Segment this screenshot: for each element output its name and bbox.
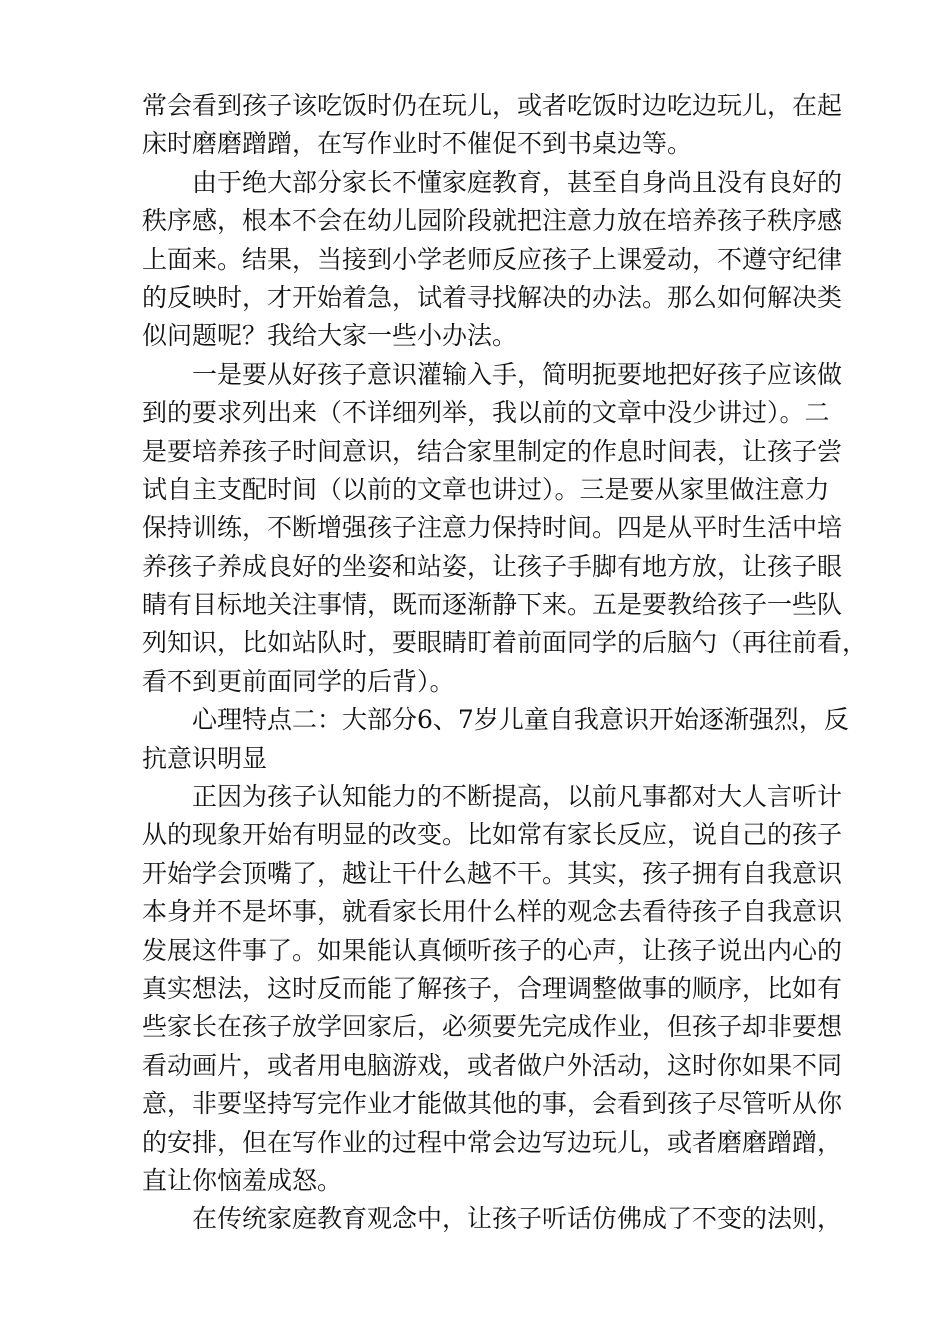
text-line: 由于绝大部分家长不懂家庭教育，甚至自身尚且没有良好的 — [192, 167, 843, 197]
text-line: 保持训练，不断增强孩子注意力保持时间。四是从平时生活中培 — [142, 513, 843, 543]
paragraph — [142, 1200, 843, 1238]
paragraph — [142, 164, 843, 356]
document-body — [142, 87, 868, 1239]
text-line: 列知识，比如站队时，要眼睛盯着前面同学的后脑勺（再往前看， — [142, 628, 868, 658]
paragraph — [142, 87, 843, 164]
text-line: 开始学会顶嘴了，越让干什么越不干。其实，孩子拥有自我意识 — [142, 858, 843, 888]
text-line: 直让你恼羞成怒。 — [142, 1165, 343, 1195]
text-line: 养孩子养成良好的坐姿和站姿，让孩子手脚有地方放，让孩子眼 — [142, 551, 843, 581]
paragraph — [142, 701, 849, 778]
text-line: 试自主支配时间（以前的文章也讲过）。三是要从家里做注意力 — [142, 474, 830, 504]
text-line: 到的要求列出来（不详细列举，我以前的文章中没少讲过）。二 — [142, 398, 830, 428]
paragraph — [142, 356, 868, 702]
text-line: 意，非要坚持写完作业才能做其他的事，会看到孩子尽管听从你 — [142, 1089, 843, 1119]
text-line: 是要培养孩子时间意识，结合家里制定的作息时间表，让孩子尝 — [142, 436, 843, 466]
text-line: 抗意识明显 — [142, 743, 268, 773]
text-line: 的安排，但在写作业的过程中常会边写边玩儿，或者磨磨蹭蹭， — [142, 1127, 843, 1157]
text-line: 看动画片，或者用电脑游戏，或者做户外活动，这时你如果不同 — [142, 1050, 843, 1080]
text-line: 心理特点二：大部分6、7岁儿童自我意识开始逐渐强烈，反 — [192, 705, 849, 735]
text-line: 的反映时，才开始着急，试着寻找解决的办法。那么如何解决类 — [142, 282, 843, 312]
text-line: 床时磨磨蹭蹭，在写作业时不催促不到书桌边等。 — [142, 129, 693, 159]
text-line: 发展这件事了。如果能认真倾听孩子的心声，让孩子说出内心的 — [142, 935, 843, 965]
text-line: 睛有目标地关注事情，既而逐渐静下来。五是要教给孩子一些队 — [142, 590, 843, 620]
text-line: 本身并不是坏事，就看家长用什么样的观念去看待孩子自我意识 — [142, 897, 843, 927]
text-line: 上面来。结果，当接到小学老师反应孩子上课爱动，不遵守纪律 — [142, 244, 843, 274]
text-line: 些家长在孩子放学回家后，必须要先完成作业，但孩子却非要想 — [142, 1012, 843, 1042]
text-line: 正因为孩子认知能力的不断提高，以前凡事都对大人言听计 — [192, 782, 843, 812]
text-line: 真实想法，这时反而能了解孩子，合理调整做事的顺序，比如有 — [142, 973, 843, 1003]
text-line: 常会看到孩子该吃饭时仍在玩儿，或者吃饭时边吃边玩儿，在起 — [142, 91, 843, 120]
text-line: 在传统家庭教育观念中，让孩子听话仿佛成了不变的法则， — [192, 1204, 843, 1234]
text-line: 似问题呢？我给大家一些小办法。 — [142, 321, 518, 351]
text-line: 秩序感，根本不会在幼儿园阶段就把注意力放在培养孩子秩序感 — [142, 206, 843, 236]
paragraph — [142, 778, 843, 1200]
text-line: 从的现象开始有明显的改变。比如常有家长反应，说自己的孩子 — [142, 820, 843, 850]
text-line: 一是要从好孩子意识灌输入手，简明扼要地把好孩子应该做 — [192, 359, 843, 389]
text-line: 看不到更前面同学的后背）。 — [142, 666, 455, 696]
